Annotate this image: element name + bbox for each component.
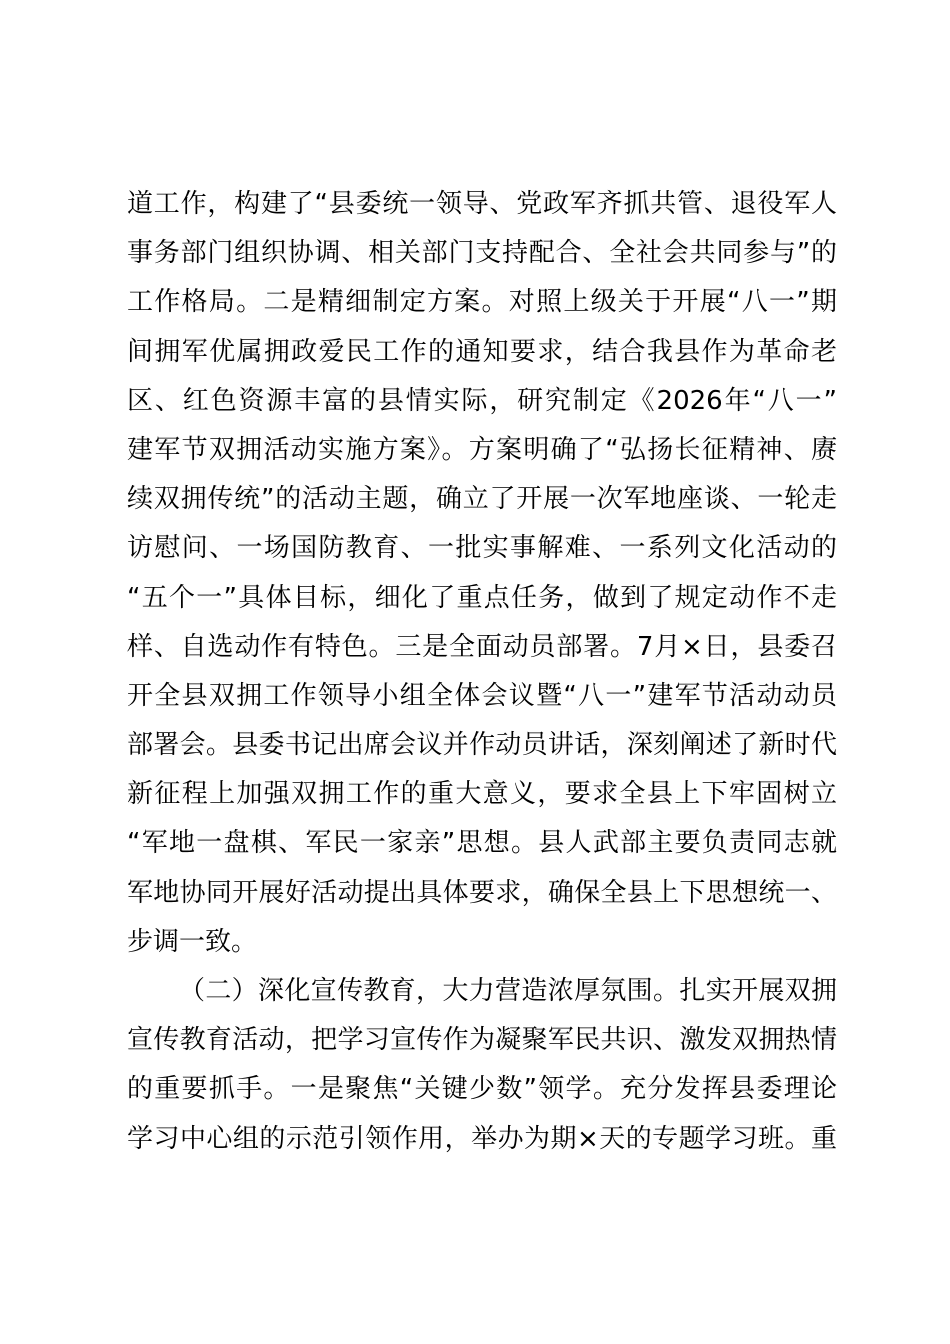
text-line: 军地协同开展好活动提出具体要求，确保全县上下思想统一、	[127, 877, 837, 908]
text-line: 步调一致。	[127, 926, 258, 957]
text-line: 新征程上加强双拥工作的重大意义，要求全县上下牢固树立	[127, 779, 837, 810]
text-line: 访慰问、一场国防教育、一批实事解难、一系列文化活动的	[127, 533, 837, 564]
text-line: 事务部门组织协调、相关部门支持配合、全社会共同参与”的	[127, 238, 837, 269]
text-line: 样、自选动作有特色。三是全面动员部署。7月×日，县委召	[127, 631, 837, 662]
body-text	[127, 180, 837, 1164]
text-line: 工作格局。二是精细制定方案。对照上级关于开展“八一”期	[127, 287, 837, 318]
text-line: 的重要抓手。一是聚焦“关键少数”领学。充分发挥县委理论	[127, 1074, 837, 1105]
text-line: “军地一盘棋、军民一家亲”思想。县人武部主要负责同志就	[127, 828, 837, 859]
text-line: 道工作，构建了“县委统一领导、党政军齐抓共管、退役军人	[127, 189, 837, 219]
text-line: 间拥军优属拥政爱民工作的通知要求，结合我县作为革命老	[127, 336, 837, 367]
text-line: 学习中心组的示范引领作用，举办为期×天的专题学习班。重	[127, 1123, 837, 1154]
text-line: 部署会。县委书记出席会议并作动员讲话，深刻阐述了新时代	[127, 730, 837, 761]
text-line: 区、红色资源丰富的县情实际，研究制定《2026年“八一”	[127, 385, 837, 416]
text-line: 建军节双拥活动实施方案》。方案明确了“弘扬长征精神、赓	[127, 434, 837, 465]
text-line: 续双拥传统”的活动主题，确立了开展一次军地座谈、一轮走	[127, 484, 837, 515]
section-heading-line: （二）深化宣传教育，大力营造浓厚氛围。扎实开展双拥	[179, 976, 837, 1006]
text-line: 开全县双拥工作领导小组全体会议暨“八一”建军节活动动员	[127, 680, 837, 711]
text-line: “五个一”具体目标，细化了重点任务，做到了规定动作不走	[127, 582, 837, 613]
text-line: 宣传教育活动，把学习宣传作为凝聚军民共识、激发双拥热情	[127, 1025, 837, 1056]
